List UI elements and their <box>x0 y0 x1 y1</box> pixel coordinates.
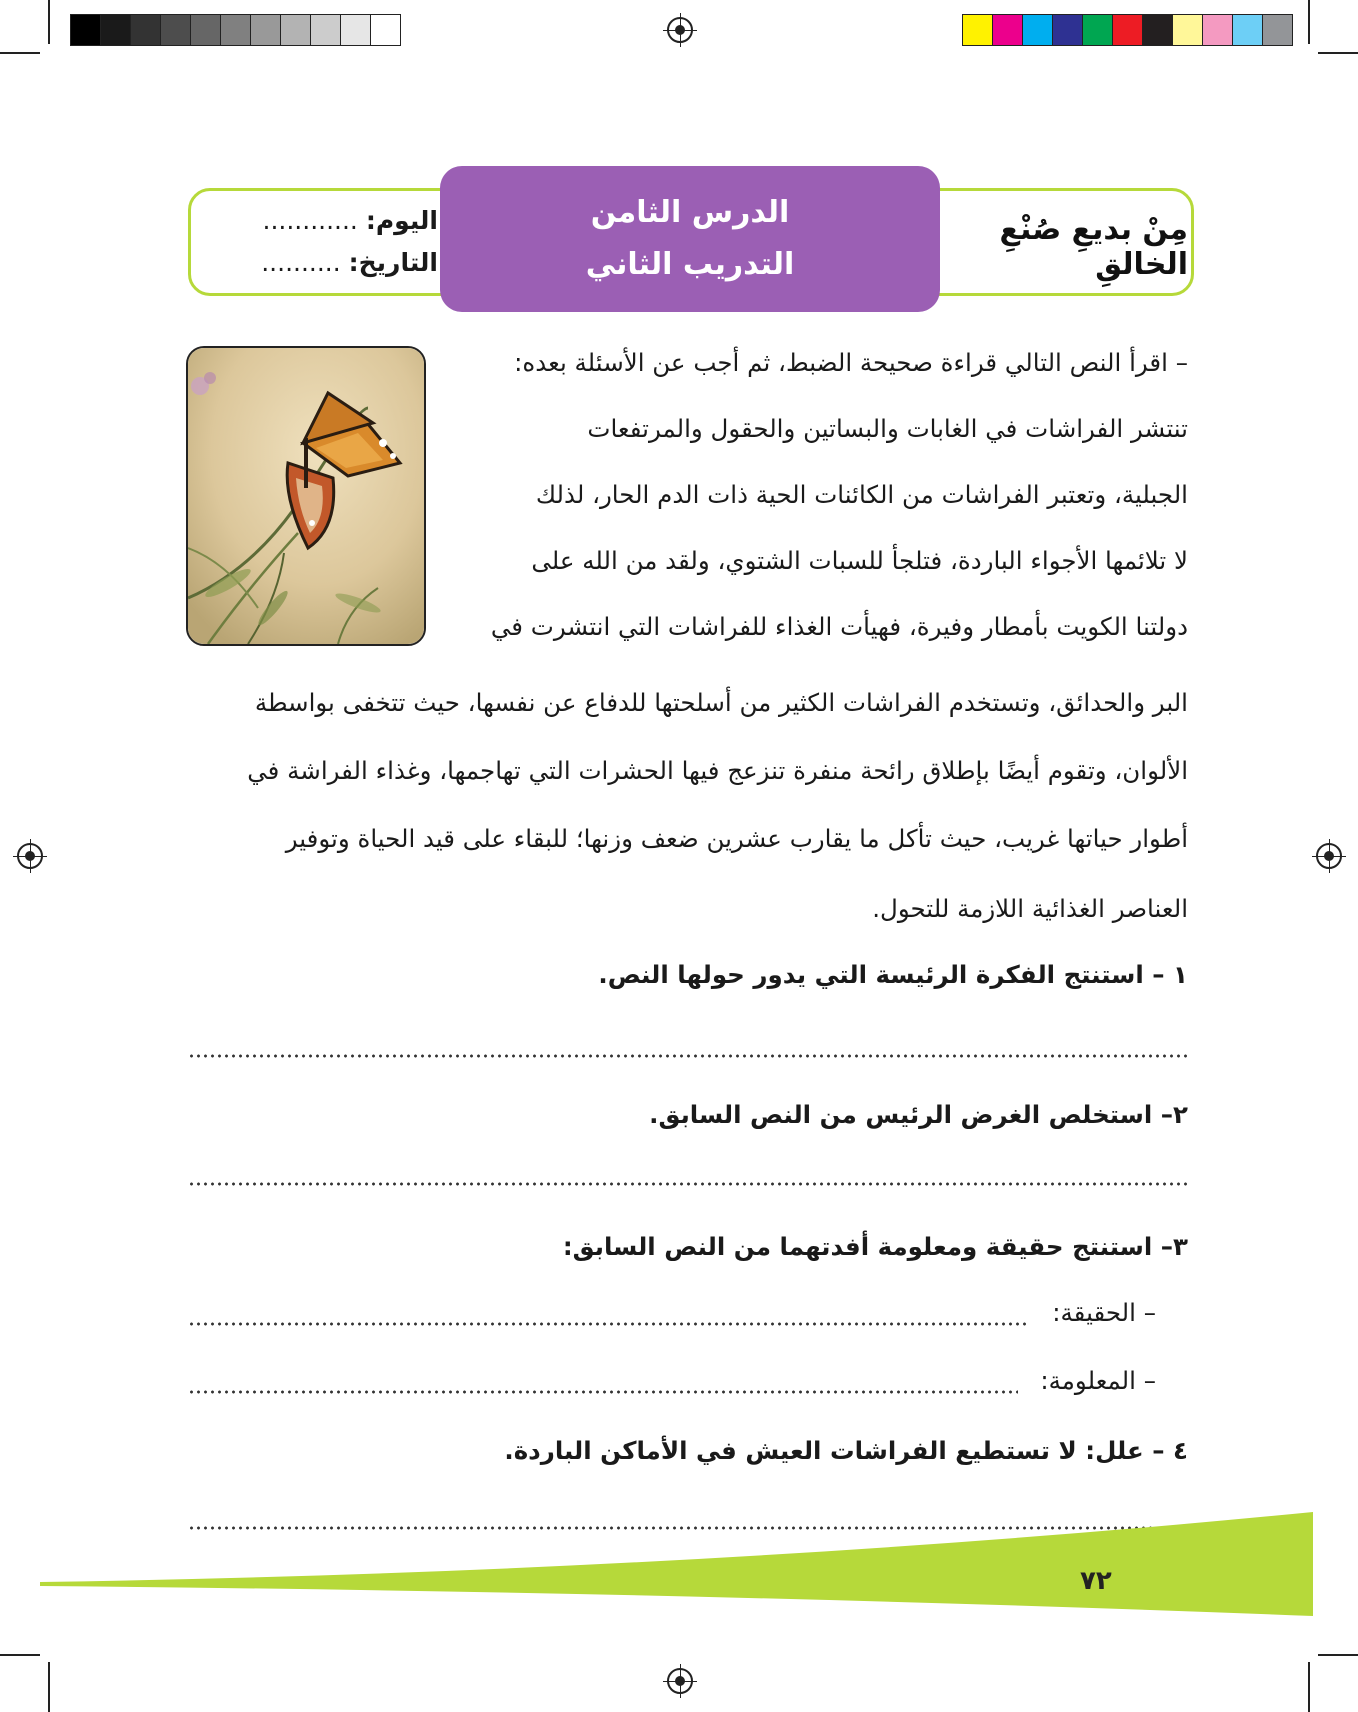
fact-label: – الحقيقة: <box>1052 1298 1156 1327</box>
question-1: ١ – استنتج الفكرة الرئيسة التي يدور حولها النص. <box>598 960 1188 989</box>
question-3: ٣– استنتج حقيقة ومعلومة أفدتهما من النص السابق: <box>562 1232 1188 1261</box>
crop-mark <box>1308 0 1310 44</box>
exercise-title: التدريب الثاني <box>585 247 795 282</box>
crop-mark <box>48 1662 50 1712</box>
answer-line-2[interactable] <box>188 1182 1188 1186</box>
registration-mark-icon <box>1316 843 1342 869</box>
crop-mark <box>1318 1654 1358 1656</box>
info-label: – المعلومة: <box>1040 1366 1156 1395</box>
lesson-tab <box>440 166 940 312</box>
crop-mark <box>0 52 40 54</box>
registration-mark-icon <box>667 1668 693 1694</box>
date-blank: .......... <box>261 248 341 277</box>
date-label: التاريخ: <box>348 248 438 277</box>
crop-mark <box>48 0 50 44</box>
day-label: اليوم: <box>365 206 438 235</box>
crop-mark <box>1318 52 1358 54</box>
fact-answer-line[interactable] <box>188 1322 1028 1326</box>
crop-mark <box>0 1654 40 1656</box>
passage-line: أطوار حياتها غريب، حيث تأكل ما يقارب عشرين ضعف وزنها؛ للبقاء على قيد الحياة وتوفير <box>285 824 1188 853</box>
registration-mark-icon <box>17 843 43 869</box>
page-number: ٧٢ <box>1080 1566 1112 1596</box>
unit-title: مِنْ بديعِ صُنْعِ الخالقِ <box>999 212 1188 282</box>
question-2: ٢– استخلص الغرض الرئيس من النص السابق. <box>649 1100 1188 1129</box>
answer-line-1[interactable] <box>188 1054 1188 1058</box>
day-field[interactable] <box>228 200 438 242</box>
passage-line: تنتشر الفراشات في الغابات والبساتين والحقول والمرتفعات <box>587 414 1188 443</box>
instruction-text: – اقرأ النص التالي قراءة صحيحة الضبط، ثم أجب عن الأسئلة بعده: <box>514 348 1188 377</box>
color-calibration-strip <box>962 14 1293 46</box>
passage-line: لا تلائمها الأجواء الباردة، فتلجأ للسبات الشتوي، ولقد من الله على <box>531 546 1188 575</box>
day-date-fields <box>228 200 438 284</box>
passage-line: العناصر الغذائية اللازمة للتحول. <box>872 894 1188 923</box>
crop-mark <box>1308 1662 1310 1712</box>
lesson-title: الدرس الثامن <box>590 195 790 230</box>
passage-line: البر والحدائق، وتستخدم الفراشات الكثير من أسلحتها للدفاع عن نفسها، حيث تتخفى بواسطة <box>254 688 1188 717</box>
butterfly-photo <box>186 346 426 646</box>
registration-mark-icon <box>667 17 693 43</box>
passage-line: دولتنا الكويت بأمطار وفيرة، فهيأت الغذاء للفراشات التي انتشرت في <box>490 612 1188 641</box>
passage-line: الألوان، وتقوم أيضًا بإطلاق رائحة منفرة تنزعج فيها الحشرات التي تهاجمها، وغذاء الفراشة في <box>247 756 1188 785</box>
question-4: ٤ – علل: لا تستطيع الفراشات العيش في الأماكن الباردة. <box>504 1436 1188 1465</box>
footer-swoosh <box>0 1500 1358 1630</box>
grayscale-calibration-strip <box>70 14 401 46</box>
info-answer-line[interactable] <box>188 1390 1018 1394</box>
day-blank: ............ <box>262 206 358 235</box>
date-field[interactable] <box>228 242 438 284</box>
passage-line: الجبلية، وتعتبر الفراشات من الكائنات الحية ذات الدم الحار، لذلك <box>535 480 1188 509</box>
